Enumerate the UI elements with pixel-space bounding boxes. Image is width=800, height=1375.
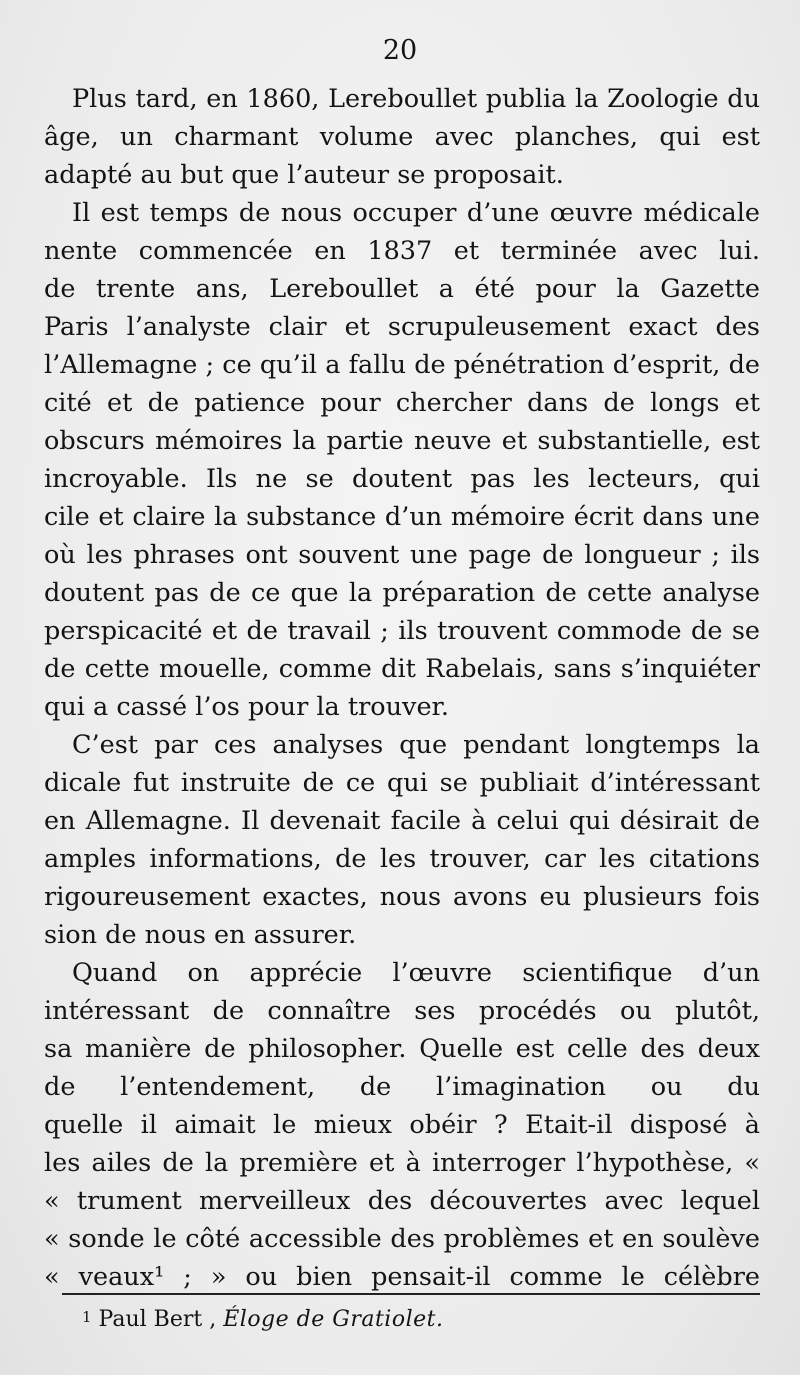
text-line: qui a cassé l’os pour la trouver. [44, 692, 450, 722]
text-line: sa manière de philosopher. Quelle est celle des deux [44, 1034, 760, 1064]
text-line: Paris l’analyste clair et scrupuleusement exact des [44, 312, 760, 342]
text-line: perspicacité et de travail ; ils trouvent commode de se [44, 616, 760, 646]
text-line: C’est par ces analyses que pendant longtemps la [72, 730, 760, 760]
footnote [82, 1305, 443, 1335]
text-line: Il est temps de nous occuper d’une œuvre médicale [72, 198, 760, 228]
text-line: incroyable. Ils ne se doutent pas les lecteurs, qui [44, 464, 760, 494]
paragraph-1 [44, 80, 760, 194]
text-line: l’Allemagne ; ce qu’il a fallu de pénétration d’esprit, de [44, 350, 760, 380]
footnote-work: Éloge de Gratiolet. [223, 1307, 444, 1332]
text-line: amples informations, de les trouver, car les citations [44, 844, 760, 874]
text-line: de l’entendement, de l’imagination ou du [44, 1072, 760, 1102]
text-line: Quand on apprécie l’œuvre scientifique d’un [72, 958, 760, 988]
text-line: obscurs mémoires la partie neuve et substantielle, est [44, 426, 760, 456]
text-line: rigoureusement exactes, nous avons eu plusieurs fois [44, 882, 760, 912]
footnote-rule [62, 1293, 760, 1295]
text-line: les ailes de la première et à interroger l’hypothèse, « [44, 1148, 760, 1178]
footnote-author: Paul Bert , [98, 1307, 217, 1332]
text-line: sion de nous en assurer. [44, 920, 357, 950]
text-line: cité et de patience pour chercher dans de longs et [44, 388, 760, 418]
text-line: Plus tard, en 1860, Lereboullet publia la Zoologie du [72, 84, 760, 114]
text-line: de cette mouelle, comme dit Rabelais, sans s’inquiéter [44, 654, 760, 684]
page-number: 20 [382, 35, 418, 66]
body-text [44, 80, 760, 1296]
text-line: nente commencée en 1837 et terminée avec lui. [44, 236, 760, 266]
text-line: adapté au but que l’auteur se proposait. [44, 160, 564, 190]
text-line: de trente ans, Lereboullet a été pour la Gazette [44, 274, 760, 304]
paragraph-3 [44, 726, 760, 954]
text-line: « sonde le côté accessible des problèmes et en soulève [44, 1224, 760, 1254]
text-line: doutent pas de ce que la préparation de cette analyse [44, 578, 760, 608]
text-line: en Allemagne. Il devenait facile à celui qui désirait de [44, 806, 760, 836]
text-line: quelle il aimait le mieux obéir ? Etait-il disposé à [44, 1110, 760, 1140]
text-line: « trument merveilleux des découvertes avec lequel [44, 1186, 760, 1216]
text-line: dicale fut instruite de ce qui se publiait d’intéressant [44, 768, 760, 798]
footnote-mark: 1 [82, 1308, 92, 1326]
paragraph-2 [44, 194, 760, 726]
text-line: cile et claire la substance d’un mémoire écrit dans une [44, 502, 760, 532]
paragraph-4 [44, 954, 760, 1296]
text-line: « veaux¹ ; » ou bien pensait-il comme le célèbre [44, 1262, 760, 1292]
text-line: âge, un charmant volume avec planches, qui est [44, 122, 760, 152]
text-line: où les phrases ont souvent une page de longueur ; ils [44, 540, 760, 570]
text-line: intéressant de connaître ses procédés ou plutôt, [44, 996, 760, 1026]
